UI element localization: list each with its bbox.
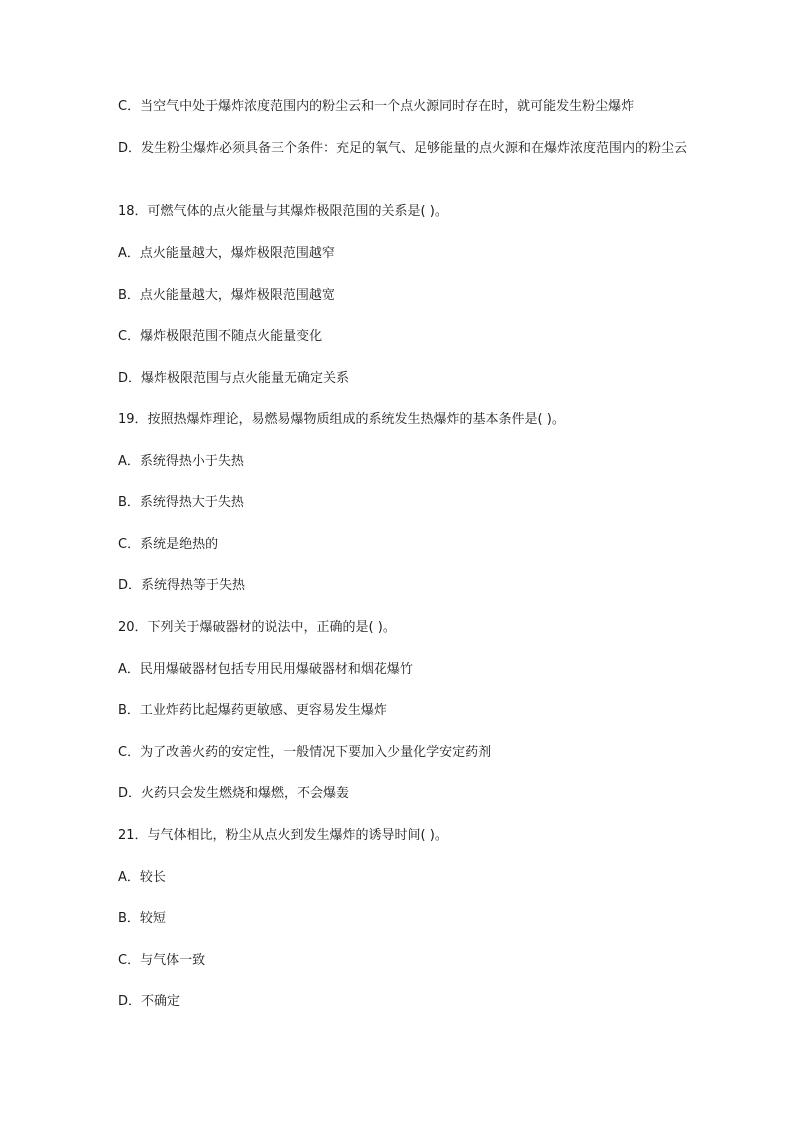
q20-option-b: B．工业炸药比起爆药更敏感、更容易发生爆炸 <box>118 703 387 718</box>
q18-option-b: B．点火能量越大，爆炸极限范围越宽 <box>118 288 335 303</box>
q18-option-c: C．爆炸极限范围不随点火能量变化 <box>118 329 323 344</box>
q19-option-b: B．系统得热大于失热 <box>118 495 244 510</box>
q17-option-d: D．发生粉尘爆炸必须具备三个条件：充足的氧气、足够能量的点火源和在爆炸浓度范围内的粉尘云 <box>118 141 688 156</box>
q19-option-d: D．系统得热等于失热 <box>118 578 246 593</box>
q18-question: 18．可燃气体的点火能量与其爆炸极限范围的关系是( )。 <box>118 204 448 219</box>
q20-option-c: C．为了改善火药的安定性，一般情况下要加入少量化学安定药剂 <box>118 745 492 760</box>
q17-option-c: C．当空气中处于爆炸浓度范围内的粉尘云和一个点火源同时存在时，就可能发生粉尘爆炸 <box>118 99 635 114</box>
q20-option-d: D．火药只会发生燃烧和爆燃，不会爆轰 <box>118 786 350 801</box>
q18-option-d: D．爆炸极限范围与点火能量无确定关系 <box>118 371 350 386</box>
q21-option-c: C．与气体一致 <box>118 953 206 968</box>
q21-question: 21．与气体相比，粉尘从点火到发生爆炸的诱导时间( )。 <box>118 828 448 843</box>
q19-option-a: A．系统得热小于失热 <box>118 454 244 469</box>
q21-option-b: B．较短 <box>118 911 166 926</box>
q21-option-d: D．不确定 <box>118 994 181 1009</box>
q19-question: 19．按照热爆炸理论，易燃易爆物质组成的系统发生热爆炸的基本条件是( )。 <box>118 412 565 427</box>
q18-option-a: A．点火能量越大，爆炸极限范围越窄 <box>118 246 335 261</box>
q19-option-c: C．系统是绝热的 <box>118 537 219 552</box>
q21-option-a: A．较长 <box>118 870 166 885</box>
q20-option-a: A．民用爆破器材包括专用民用爆破器材和烟花爆竹 <box>118 662 413 677</box>
q20-question: 20．下列关于爆破器材的说法中，正确的是( )。 <box>118 620 396 635</box>
